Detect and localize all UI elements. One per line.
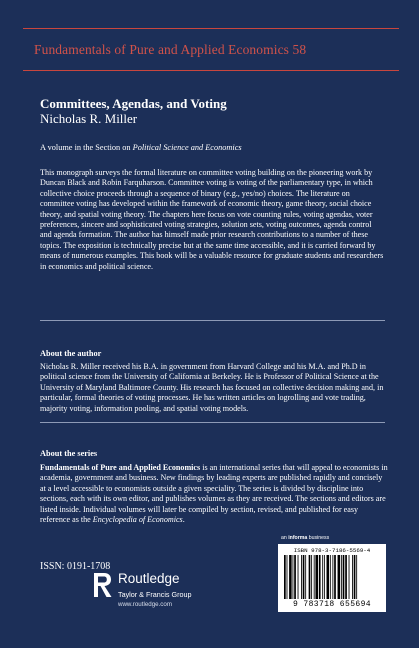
barcode-bar: [330, 555, 331, 599]
about-series-text: [40, 463, 388, 525]
issn: ISSN: 0191-1708: [40, 561, 111, 572]
volume-prefix: A volume in the Section on: [40, 143, 133, 152]
barcode-bar: [319, 555, 321, 599]
book-description: This monograph surveys the formal literature on committee voting building on the pioneering work by Duncan Black and Robin Farquharson. Committee voting is voting of the parliamentary type, in which collective choice proceeds through a sequence of binary (e.g., yes/no) choices. The literature on committee voting has developed within the framework of economic theory, game theory, social choice theory, and spatial voting theory. The chapters here focus on vote counting rules, voting agendas, voter preferences, sincere and sophisticated voting strategies, solution sets, voting outcomes, agenda control and agenda formation. The author has himself made prior research contributions to a number of these topics. The exposition is technically precise but at the same time accessible, and it is carried forward by means of numerous examples. This book will be a valuable resource for graduate students and researchers in economics and political science.: [40, 168, 384, 271]
about-author-text: Nicholas R. Miller received his B.A. in government from Harvard College and his M.A. and Ph.D in political science from the University of California at Berkeley. He is Professor of Political Science at the University of Maryland Baltimore County. His research has focused on collective decision making and, in particular, formal theories of voting processes. He has written articles on logrolling and vote trading, majority voting, information pooling, and spatial voting models.: [40, 362, 384, 413]
publisher-group: Taylor & Francis Group: [118, 590, 192, 599]
book-author: Nicholas R. Miller: [40, 111, 138, 126]
informa-brand: informa: [288, 535, 308, 541]
about-series-heading: About the series: [40, 449, 98, 458]
series-title: Fundamentals of Pure and Applied Economics 58: [34, 42, 307, 57]
publisher-url: www.routledge.com: [118, 601, 172, 608]
barcode-digits: 9 783718 655694: [292, 600, 371, 609]
divider-author: [40, 320, 385, 321]
barcode-bar: [352, 555, 353, 599]
publisher-name: Routledge: [118, 571, 180, 586]
barcode-bar: [309, 555, 311, 599]
barcode-bar: [345, 555, 347, 599]
barcode-bar: [341, 555, 342, 599]
barcode-bar: [334, 555, 336, 599]
barcode-bar: [332, 555, 333, 599]
barcode-bar: [289, 555, 292, 599]
informa-business-label: [281, 535, 329, 541]
informa-prefix: an: [281, 535, 289, 541]
barcode-bar: [327, 555, 330, 599]
barcode-bar: [315, 555, 318, 599]
series-description: is an international series that will appeal to economists in academia, government and business. New findings by leading experts are published rapidly and concisely at a level accessible to economists outside a given speciality. The series is divided by discipline into sections, each with its own editor, and publishes volumes as they are received. The sections and editors are listed inside. Individual volumes will later be compiled by section, revised, and published for easy reference as the: [40, 463, 388, 525]
barcode-bar: [294, 555, 296, 599]
volume-section-name: Political Science and Economics: [132, 143, 242, 152]
informa-suffix: business: [307, 535, 330, 541]
divider-series: [40, 422, 385, 423]
book-title: Committees, Agendas, and Voting: [40, 96, 227, 111]
barcode-bar: [324, 555, 325, 599]
series-description-end: .: [182, 515, 185, 525]
barcode-bar: [303, 555, 305, 599]
barcode-box: [278, 544, 386, 612]
encyclopedia-title: Encyclopedia of Economics: [92, 515, 183, 525]
barcode-bar: [354, 555, 356, 599]
barcode-bar: [322, 555, 323, 599]
barcode-bar: [311, 555, 312, 599]
about-author-heading: About the author: [40, 349, 102, 358]
barcode-bar: [284, 555, 286, 599]
barcode-bar: [343, 555, 345, 599]
barcode-bar: [287, 555, 288, 599]
isbn-text: ISBN 978-3-7186-5569-4: [293, 547, 371, 554]
barcode-bar: [349, 555, 350, 599]
barcode-bar: [293, 555, 294, 599]
barcode-bar: [314, 555, 315, 599]
barcode-bar: [338, 555, 341, 599]
barcode-bar: [298, 555, 299, 599]
barcode-bars: [282, 555, 382, 599]
volume-section-line: [40, 143, 242, 152]
barcode-bar: [356, 555, 357, 599]
barcode-bar: [305, 555, 306, 599]
barcode-bar: [301, 555, 302, 599]
series-name: Fundamentals of Pure and Applied Economics: [40, 463, 201, 472]
routledge-r-logo-icon: [92, 572, 114, 598]
